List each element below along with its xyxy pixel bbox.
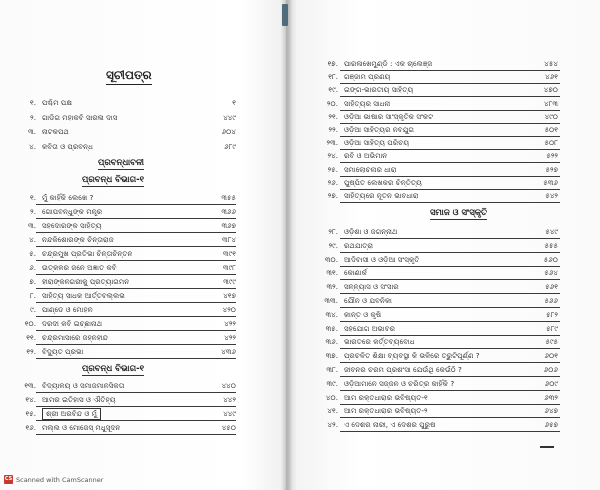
toc-entry [316, 164, 558, 176]
entry-title: ପୁଷ୍ପିତ ଲେଖକର ଚିନ୍ତିତ୍ୟ [344, 177, 422, 187]
entry-title: ସହଯୋଗ ଅଭାବର [344, 323, 396, 333]
entry-page-number: ୬୦୬ [543, 365, 558, 374]
entry-title: ବିଦ୍ୟୁତ ପ୍ରଭା [42, 347, 84, 356]
section-heading-prabandhabali: ପ୍ରବନ୍ଧାବଳୀ [98, 158, 144, 168]
toc-entry [14, 346, 236, 358]
entry-page-number: ୩୯୧ [223, 249, 236, 258]
divider-rule [36, 434, 236, 435]
toc-entry [14, 206, 236, 218]
toc-entry [316, 124, 558, 136]
entry-number: ୧୮. [328, 72, 338, 82]
entry-number: ୬. [29, 263, 36, 272]
toc-title: ସୂଚୀପତ୍ର [106, 68, 152, 85]
toc-entry [14, 394, 236, 406]
toc-entry [14, 304, 236, 316]
entry-title: ଗାଡିଗ ମହାକବି ସାରଳା ଦାସ [42, 112, 118, 122]
entry-title: ପଶ୍ଚିମ ପକ୍ଷ [42, 98, 73, 107]
divider-rule [36, 246, 236, 247]
entry-page-number: ୪୩୬ [221, 347, 236, 356]
divider-rule [36, 392, 236, 393]
entry-page-number: ୧ [232, 98, 236, 107]
entry-page-number: ୫୨୨ [546, 151, 558, 161]
entry-number: ୨୨. [328, 125, 338, 134]
toc-entry [316, 323, 558, 335]
entry-number: ୨୮. [328, 227, 338, 236]
entry-number: ୧. [29, 98, 36, 107]
entry-number: ୩୨. [326, 282, 338, 292]
entry-page-number: ୩୯୮ [223, 263, 236, 272]
entry-number: ୩. [28, 127, 36, 136]
left-page [0, 0, 280, 490]
entry-title: ଓଡ଼ିଆମାନେ ସଜ୍ଜନ ଓ ଚରିତ୍ର କାହିଁକି ? [344, 378, 455, 388]
entry-title: ସାହିତ୍ୟରେ ନୂତନ ଭାବଧାରା [344, 191, 419, 200]
entry-title: ପ୍ରଚଳିତ ଶିକ୍ଷା ବ୍ୟବସ୍ଥା କି ଭଳିରେ ତ୍ରୁଟିପୂର୍ଣ୍ଣ ? [344, 351, 480, 361]
entry-title: ଏ ଦେଶର ନାରୀ, ଏ ଦେଶର ପୁରୁଷ [344, 420, 436, 430]
entry-page-number: ୫୬୬ [544, 296, 558, 305]
toc-entry [14, 234, 236, 246]
entry-page-number: ୪୬୧ [545, 72, 558, 82]
entry-page-number: ୫୪୨ [545, 191, 558, 200]
entry-title: ଗଞ୍ଜାମ ପ୍ରଣୟ [344, 72, 391, 82]
divider-rule [36, 316, 236, 317]
entry-number: ୩୫. [325, 323, 338, 333]
entry-number: ୩୭. [325, 351, 338, 361]
entry-page-number: ୫୪୯ [545, 227, 558, 236]
entry-page-number: ୪୫୪ [544, 59, 558, 68]
entry-title: ନନ୍ଦକିଶୋରଙ୍କ ଚିନ୍ତାରାଜ [42, 235, 114, 244]
entry-number: ୨୯. [328, 240, 338, 250]
toc-entry [316, 71, 558, 83]
entry-title: ନାଟକପଥ [42, 127, 69, 136]
entry-title: ଚନ୍ଦ୍ରମାସାରେ ଜହ୍ନହୀନ୍ଦ [42, 333, 108, 342]
entry-page-number: ୫୬୪ [544, 268, 558, 278]
camscanner-logo-icon: CS [4, 476, 13, 482]
entry-page-number: ୩୬୬ [221, 207, 236, 216]
entry-title: ଚନ୍ଦ୍ରମୁଖ ପ୍ରତିଭା ଚିନ୍ତାଚିନ୍ତନ [42, 249, 133, 258]
entry-title: ଆମ ରକ୍ତଧାରାର ଭବିଷ୍ୟତ-୧ [344, 392, 428, 402]
right-page [294, 0, 600, 490]
entry-number: ୩୮. [326, 365, 338, 374]
entry-page-number: ୫୩୬ [543, 177, 558, 187]
entry-page-number: ୪୯୦ [544, 111, 558, 121]
entry-title: ଓଡ଼ିଆ ସାହିତ୍ୟର ନବଯୁଗ [344, 125, 415, 134]
divider-rule [36, 302, 236, 303]
divider-rule [36, 406, 236, 407]
toc-entry [316, 378, 558, 390]
toc-entry [316, 240, 558, 252]
toc-entry [316, 267, 558, 279]
entry-number: ୩୧. [326, 268, 338, 278]
entry-number: ୨୩. [326, 138, 338, 148]
toc-entry [14, 112, 236, 124]
entry-title: ହୀରାଙ୍କନଗରୀକୁ ପ୍ରତ୍ୟାଗମନ [42, 277, 130, 286]
entry-page-number: ୪୨୦ [222, 305, 236, 314]
entry-number: ୨୬. [327, 177, 338, 187]
toc-entry [316, 150, 558, 162]
entry-page-number: ୪୪୯ [223, 112, 236, 122]
divider-rule [36, 288, 236, 289]
entry-number: ୪. [29, 235, 36, 244]
entry-page-number: ୬୮୯ [224, 141, 236, 151]
entry-number: ୧୦. [24, 319, 36, 328]
toc-entry [14, 332, 236, 344]
toc-entry [316, 58, 558, 70]
entry-number: ୩୪. [325, 309, 338, 319]
entry-number: ୩୦. [324, 254, 338, 264]
entry-title: ଯୌନ ଓ ଯବନିକା [344, 296, 392, 305]
entry-number: ୪. [29, 141, 36, 151]
entry-page-number: ୪୮୩ [543, 98, 558, 108]
toc-entry [316, 281, 558, 293]
entry-page-number: ୪୫୦ [221, 423, 236, 432]
scanner-footer [4, 475, 103, 484]
entry-number: ୩୬. [325, 337, 338, 347]
divider-rule [36, 420, 236, 421]
entry-page-number: ୪୨୨ [224, 333, 236, 342]
entry-page-number: ୩୬୭ [221, 221, 236, 230]
toc-entry [14, 276, 236, 288]
entry-number: ୨୭. [327, 191, 338, 200]
entry-number: ୧୯. [328, 85, 338, 95]
entry-title: ରବି ଓ ଅଭିମାନ [344, 151, 388, 161]
entry-title: ଆମର ଇତିହାସ ଓ ଐତିହ୍ୟ [42, 395, 116, 404]
entry-number: ୩୯. [326, 378, 338, 388]
entry-page-number: ୬୦୪ [221, 127, 236, 136]
entry-page-number: ୪୪୦ [221, 381, 236, 390]
toc-entry [316, 98, 558, 110]
entry-title: ରଥଯାତ୍ରା [344, 240, 374, 250]
entry-number: ୧. [29, 193, 36, 202]
entry-number: ୨୦. [326, 98, 338, 108]
divider-rule [340, 202, 560, 203]
entry-page-number: ୩୯୯ [223, 277, 236, 286]
entry-page-number: ୬୩୨ [544, 392, 558, 402]
toc-entry [14, 408, 236, 420]
entry-number: ୧୨. [26, 347, 36, 356]
entry-number: ୪୨. [327, 420, 338, 430]
toc-entry [316, 392, 558, 404]
entry-title: କାନ୍ତ ଓ କୃଷି [344, 309, 382, 319]
entry-title: ସହଦୋରଙ୍କ ସାହିତ୍ୟ [42, 221, 102, 230]
toc-entry [14, 290, 236, 302]
entry-title: ଓଡ଼ିଶା ଓ ଜଗନ୍ନାଥ [344, 227, 398, 236]
divider-rule [36, 330, 236, 331]
section-subheading-1: ପ୍ରବନ୍ଧ ବିଭାଗ-୧ [82, 175, 145, 185]
entry-page-number: ୪୨୨ [224, 319, 236, 328]
entry-page-number: ୬୪୭ [544, 406, 558, 416]
entry-number: ୧୬. [25, 423, 36, 432]
entry-page-number: ୪୪୨ [223, 395, 236, 404]
book-spine [280, 0, 292, 490]
toc-entry [316, 190, 558, 202]
divider-rule [36, 274, 236, 275]
entry-page-number: ୩୮୪ [221, 235, 236, 244]
entry-title: ଦରଦୀ କବି ଇଚ୍ଛାନାଥ [42, 319, 103, 328]
entry-page-number: ୬୦୧ [544, 351, 558, 361]
entry-title: ଗୋପବନ୍ଧୁଙ୍କ ମନ୍ତ୍ର [42, 207, 103, 216]
entry-page-number: ୫୮୨ [546, 309, 558, 319]
toc-entry [14, 248, 236, 260]
entry-number: ୧୭. [327, 59, 338, 68]
entry-page-number: ୬୦୯ [544, 378, 558, 388]
entry-title: ସାହିତ୍ୟର ସାଧନା [344, 98, 391, 108]
entry-page-number: ୫୦୧ [544, 125, 558, 134]
page-end-dash [540, 446, 554, 448]
entry-number: ୧୩. [24, 381, 36, 390]
entry-number: ୨. [30, 112, 36, 122]
divider-rule [36, 344, 236, 345]
entry-page-number: ୪୭୦ [543, 85, 558, 95]
entry-title: ଓଡ଼ିଆ ସାହିତ୍ୟ ପରିଚୟ [344, 138, 410, 148]
entry-number: ୮. [29, 291, 36, 300]
entry-number: ୪୧. [327, 406, 338, 416]
entry-title: କବିତା ଓ ପ୍ରବନ୍ଧ [42, 141, 93, 151]
toc-entry [316, 309, 558, 321]
divider-rule [36, 232, 236, 233]
entry-number: ୭. [29, 277, 36, 286]
toc-entry [14, 262, 236, 274]
entry-title: କୋଣାର୍କ [344, 268, 367, 278]
entry-page-number: ୩୫୫ [221, 193, 236, 202]
entry-title: ଉତ୍କଳର ଜନେ ଅଜ୍ଞାତ କବି [42, 263, 117, 272]
entry-title: ଜୀବନର ଚରମ ପ୍ରଶଂସା ଯେଉଁଥି କେଉଁଠି ? [344, 365, 462, 374]
entry-title: ମୁଁ କାହିଁକି ଲେଖେ ? [42, 193, 94, 202]
entry-title: ଶ୍ରୀ ଅରବିନ୍ଦ ଓ ମୁଁ [42, 408, 101, 420]
entry-title: ଆମ ରକ୍ତଧାରାର ଭବିଷ୍ୟତ-୨ [344, 406, 428, 416]
entry-title: ଭାରତରେ କର୍ତ୍ତବ୍ୟବୋଧ [344, 337, 415, 347]
entry-number: ୧୫. [25, 409, 36, 418]
toc-entry [14, 126, 236, 138]
toc-entry [14, 318, 236, 330]
toc-entry [316, 177, 558, 189]
toc-entry [316, 336, 558, 348]
entry-number: ୫. [29, 249, 36, 258]
toc-entry [316, 419, 558, 431]
entry-title: ଆଦିବାସୀ ଓ ଓଡ଼ିଆ ସଂସ୍କୃତି [344, 254, 420, 264]
toc-entry [14, 422, 236, 434]
entry-page-number: ୪୪୯ [223, 409, 236, 418]
entry-title: ବିଦ୍ୟାଳୟ ଓ ସମାଜମାନସିକତା [42, 381, 125, 390]
entry-title: ଇଙ୍ଗ-ଭାରତୀୟ ସାହିତ୍ୟ [344, 85, 414, 95]
toc-entry [14, 380, 236, 392]
entry-number: ୨୪. [327, 151, 338, 161]
divider-rule [36, 218, 236, 219]
toc-entry [316, 137, 558, 149]
entry-title: ସାହିତ୍ୟ ସାଧକ ଆର୍ତ୍ତବଲ୍ଲଭ [42, 291, 125, 300]
entry-title: ମଲ୍ଲ ଓ ମୋଜେସ୍ ମଧୁସୂଦନ [42, 423, 121, 432]
entry-number: ୪୦. [325, 392, 338, 402]
divider-rule [36, 204, 236, 205]
entry-number: ୩୩. [324, 296, 338, 305]
entry-title: ପାରଳାଖେମୁଣ୍ଡି : ଏକ ଚାଲେଞ୍ଜ [344, 59, 433, 68]
toc-entry [14, 220, 236, 232]
toc-entry [14, 141, 236, 153]
entry-page-number: ୫୫୫ [544, 240, 558, 250]
entry-page-number: ୫୨୭ [545, 164, 558, 174]
toc-entry [14, 192, 236, 204]
page-tab-marker [282, 4, 288, 26]
entry-number: ୨୫. [327, 164, 338, 174]
entry-number: ୧୪. [25, 395, 36, 404]
toc-entry [316, 84, 558, 96]
entry-number: ୩. [28, 221, 36, 230]
divider-rule [36, 358, 236, 359]
scanner-text: Scanned with CamScanner [16, 475, 104, 484]
entry-page-number: ୫୯୫ [545, 337, 558, 347]
entry-page-number: ୫୬୦ [543, 254, 558, 264]
entry-page-number: ୪୧୭ [223, 291, 236, 300]
entry-title: ସମାଲୋଚନାର ଧାରା [344, 164, 397, 174]
entry-title: ସନ୍ନ୍ୟାସ ଓ ସଂସାର [344, 282, 399, 292]
entry-page-number: ୬୫୭ [544, 420, 558, 430]
toc-entry [316, 405, 558, 417]
entry-number: ୨୧. [328, 111, 338, 121]
toc-entry [316, 364, 558, 376]
divider-rule [36, 260, 236, 261]
toc-entry [14, 97, 236, 109]
section-subheading-2: ପ୍ରବନ୍ଧ ବିଭାଗ-୧ [82, 364, 145, 374]
toc-entry [316, 350, 558, 362]
entry-page-number: ୫୮୯ [546, 323, 558, 333]
entry-page-number: ୫୦୮ [544, 138, 558, 148]
entry-title: ପାଣ୍ଡେ ଓ ମୋହନ [42, 305, 93, 314]
entry-number: ୨. [30, 207, 36, 216]
divider-rule [340, 431, 560, 432]
toc-entry [316, 295, 558, 307]
entry-number: ୯. [30, 305, 36, 314]
entry-page-number: ୫୬୧ [545, 282, 558, 292]
entry-number: ୧୧. [26, 333, 36, 342]
toc-entry [316, 111, 558, 123]
section-heading-samaja: ସମାଜ ଓ ସଂସ୍କୃତି [430, 208, 488, 218]
toc-entry [316, 226, 558, 238]
entry-title: ଓଡ଼ିଆ ଭାଷାର ସାଂସ୍କୃତିକ ସଂକଟ [344, 111, 434, 121]
toc-entry [316, 254, 558, 266]
